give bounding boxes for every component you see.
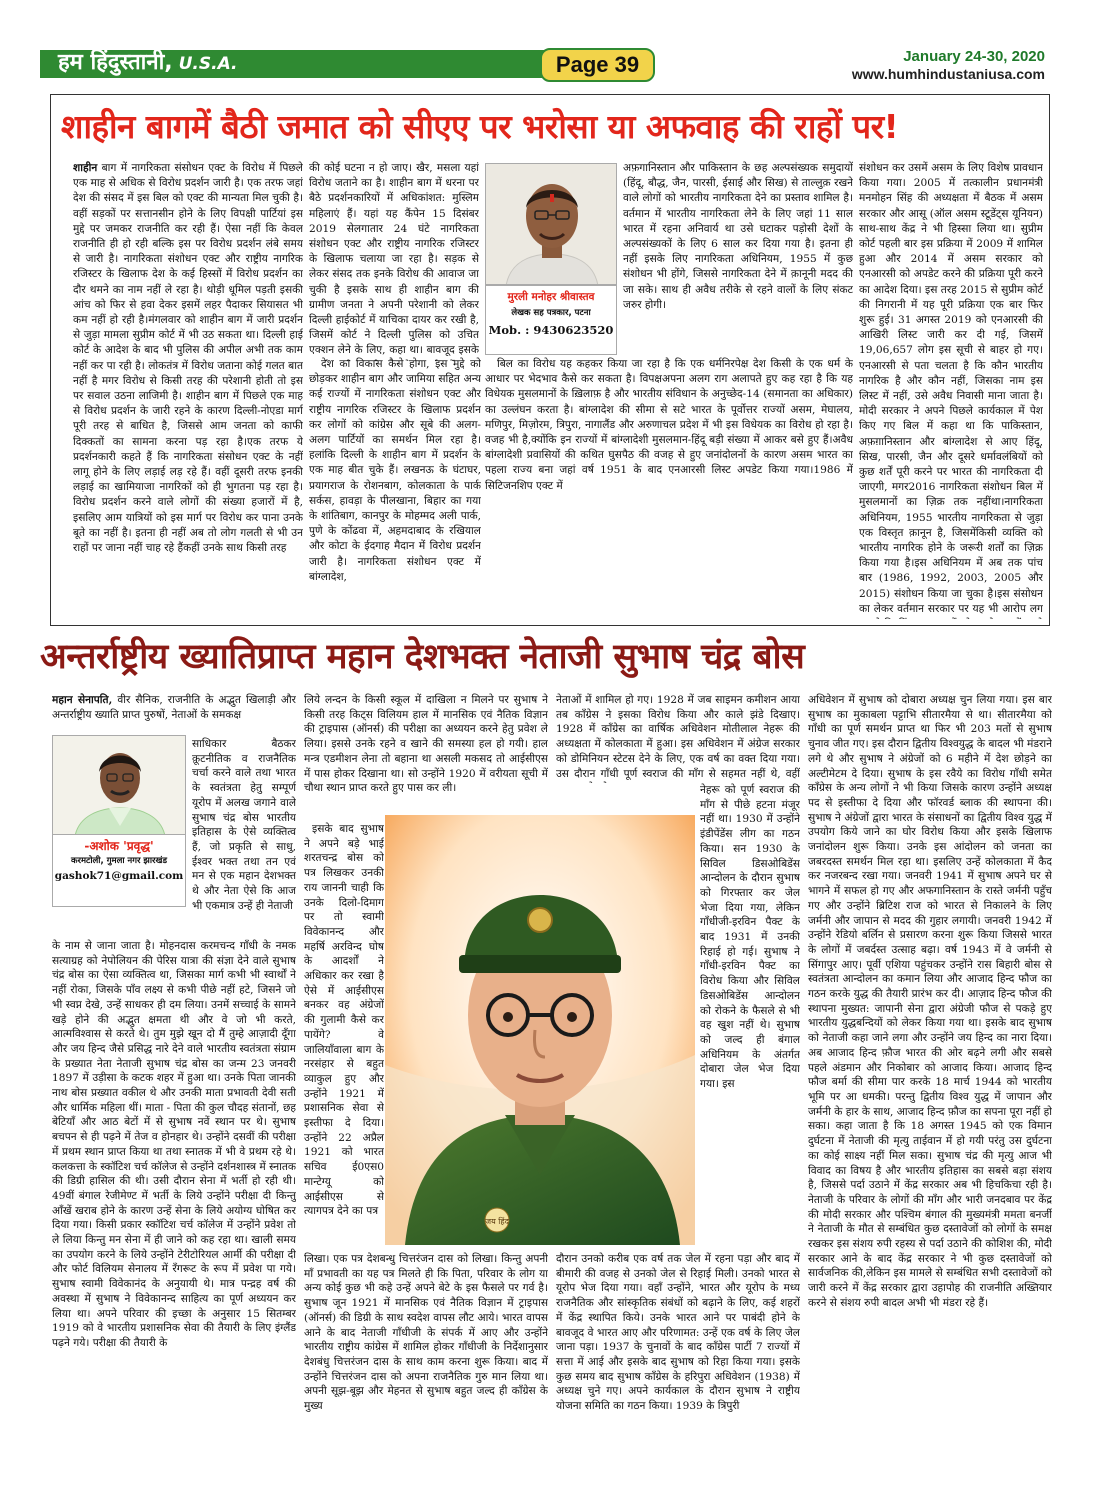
- author-mobile: Mob. : 9430623520: [488, 323, 614, 337]
- author-role: लेखक सह पत्रकार, पटना: [511, 308, 591, 318]
- article-headline-netaji: अन्तर्राष्ट्रीय ख्यातिप्राप्त महान देशभक्त नेताजी सुभाष चंद्र बोस: [40, 637, 805, 677]
- article-column: नेहरू को पूर्ण स्वराज की माँग से पीछे हटना मंजूर नहीं था। 1930 में उन्होंने इंडीपेंडेंस लीग का गठन किया। सन 1930 के सिविल डिसओबिडेंस आन्दोलन के दौरान सुभाष को गिरफ्तार कर जेल भेजा दिया गया, लेकिन गाँधीजी-इरविन पैक्ट के बाद 1931 में उनकी रिहाई हो गई। सुभाष ने गाँधी-इरविन पैक्ट का विरोध किया और सिविल डिसओबिडेंस आन्दोलन को रोकने के फैसले से भी वह खुश नहीं थे। सुभाष को जल्द ही बंगाल अधिनियम के अंतर्गत दोबारा जेल भेज दिया गया। इस: [700, 784, 800, 1091]
- article-column: इसके बाद सुभाष ने अपने बड़े भाई शरतचन्द्र बोस को पत्र लिखकर उनकी राय जाननी चाही कि उनके दिलो-दिमाग पर तो स्वामी विवेकानन्द और महर्षि अरविन्द घोष के आदर्शों ने अधिकार कर रखा है ऐसे में आईसीएस बनकर वह अंग्रेजों की गुलामी कैसे कर पायेंगे? वे जालियाँवाला बाग के नरसंहार से बहुत व्याकुल हुए और उन्होंने 1921 में प्रशासनिक सेवा से इस्तीफा दे दिया। उन्होंने 22 अप्रैल 1921 को भारत सचिव ई0एस0 मान्टेग्यू को आईसीएस से त्यागपत्र देने का पत्र: [304, 823, 384, 1218]
- article-column: के नाम से जाना जाता है। मोहनदास करमचन्द गाँधी के नमक सत्याग्रह को नेपोलियन की पेरिस यात्रा की संज्ञा देने वाले सुभाष चंद्र बोस का ऐसा व्यक्तित्व था, जिसका मार्ग कभी भी स्वार्थों ने नहीं रोका, जिसके पाँव लक्ष्य से कभी पीछे नहीं हटे, जिसने जो भी स्वप्न देखे, उन्हें साधकर ही दम लिया। उनमें सच्चाई के सामने खड़े होने की अद्भुत क्षमता थी और वे जो भी करते, आत्मविश्वास से करते थे। तुम मुझे खून दो मैं तुम्हे आज़ादी दूँगा और जय हिन्द जैसे प्रसिद्ध नारे देने वाले भारतीय स्वतंत्रता संग्राम के प्रख्यात नेता नेताजी सुभाष चंद्र बोस का जन्म 23 जनवरी 1897 में उड़ीसा के कटक शहर में हुआ था। उनके पिता जानकी नाथ बोस प्रख्यात वकील थे और उनकी माता प्रभावती देवी सती और धार्मिक महिला थीं। माता - पिता की कुल चौदह संतानों, छह बेटियाँ और आठ बेटों में से सुभाष नवें स्थान पर थे। सुभाष बचपन से ही पढ़ने में तेज व होनहार थे। उन्होंने दसवीं की परीक्षा में प्रथम स्थान प्राप्त किया था तथा स्नातक में भी वे प्रथम रहे थे। कलकत्ता के स्कॉटिश चर्च कॉलेज से उन्होंने दर्शनशास्त्र में स्नातक की डिग्री हासिल की थी। उसी दौरान सेना में भर्ती हो रही थी।49वीं बंगाल रेजीमेण्ट में भर्ती के लिये उन्होंने परीक्षा दी किन्तु आँखें खराब होने के कारण उन्हें सेना के लिये अयोग्य घोषित कर दिया गया। किसी प्रकार स्कॉटिश चर्च कॉलेज में उन्होंने प्रवेश तो ले लिया किन्तु मन सेना में ही जाने को कह रहा था। खाली समय का उपयोग करने के लिये उन्होंने टेरीटोरियल आर्मी की परीक्षा दी और फोर्ट विलियम सेनालय में रँगरूट के रूप में प्रवेश पा गये। सुभाष स्वामी विवेकानंद के अनुयायी थे। मात्र पन्द्रह वर्ष की अवस्था में सुभाष ने विवेकानन्द साहित्य का पूर्ण अध्ययन कर लिया था। अपने परिवार की इच्छा के अनुसार 15 सितम्बर 1919 को वे भारतीय प्रशासनिक सेवा की तैयारी के लिए इंग्लैंड पढ़ने गये। परीक्षा की तैयारी के: [52, 940, 296, 1349]
- article-headline: शाहीन बागमें बैठी जमात को सीएए पर भरोसा या अफवाह की राहों पर!: [61, 107, 899, 146]
- author-caption: [485, 285, 617, 355]
- article-column: बिल का विरोध यह कहकर किया जा रहा है कि एक धर्मनिरपेक्ष देश किसी के एक धर्म के आधार पर भेदभाव कैसे कर सकता है। विपक्षअपना अलग राग अलापते हुए कह रहा है कि यह विधेयक मुसलमानों के ख़िलाफ़ है और भारतीय संविधान के अनुच्छेद-14 (समानता का अधिकार) का उल्लंघन करता है। बांग्लादेश की सीमा से सटे भारत के पूर्वोत्तर राज्यों असम, मेघालय, मणिपुर, मिज़ोरम, त्रिपुरा, नागालैंड और अरुणाचल प्रदेश में भी इस विधेयक का विरोध हो रहा है। वजह भी है,क्योंकि इन राज्यों में बांग्लादेशी मुसलमान-हिंदू बड़ी संख्या में आकर बसे हुए हैं।अवैध बांग्लादेशी प्रवासियों की कथित घुसपैठ की वजह से हुए जनांदोलनों के कारण असम भारत का पहला राज्य बना जहां वर्ष 1951 के बाद एनआरसी लिस्ट अपडेट किया गया।1986 में सिटिजनशिप एक्ट में: [485, 358, 853, 492]
- author-photo: [485, 163, 617, 285]
- article-column: की कोई घटना न हो जाए। खैर, मसला यहां विरोध जताने का है। शाहीन बाग में धरना पर बैठे प्रदर्शनकारियों में अधिकांशत: मुस्लिम महिलाएं हैं। यहां यह कैंपेन 15 दिसंबर 2019 सेलगातार 24 घंटे नागरिकता संशोधन एक्ट और राष्ट्रीय नागरिक रजिस्टर के खिलाफ चलाया जा रहा है। सड़क से लेकर संसद तक इनके विरोध की आवाज जा चुकी है इसके साथ ही शाहीन बाग की ग्रामीण जनता ने अपनी परेशानी को लेकर दिल्ली हाईकोर्ट में याचिका दायर कर रखी है, जिसमें कोर्ट ने दिल्ली पुलिस को उचित एक्शन लेने के लिए, कहा था। बावजूद इसके: [309, 162, 479, 357]
- author-place: करमटोली, गुमला नगर झारखंड: [70, 856, 168, 866]
- issue-date: January 24-30, 2020: [903, 48, 1045, 65]
- website-link[interactable]: www.humhindustaniusa.com: [851, 66, 1045, 82]
- article-column: अफ़गानिस्तान और पाकिस्तान के छह अल्पसंख्यक समुदायों (हिंदू, बौद्ध, जैन, पारसी, ईसाई और सिख) से ताल्लुक़ रखने वाले लोगों को भारतीय नागरिकता देने का प्रस्ताव शामिल है। वर्तमान में भारतीय नागरिकता लेने के लिए जहां 11 साल भारत में रहना अनिवार्य था उसे घटाकर पड़ोसी देशों के अल्पसंख्यकों के लिए 6 साल कर दिया गया है। इतना ही नहीं इसके लिए नागरिकता अधिनियम, 1955 में कुछ संशोधन भी होंगे, जिससे नागरिकता देने में क़ानूनी मदद की जा सके। साथ ही अवैध तरीके से रहने वालों के लिए संकट जरुर होगी।: [623, 162, 853, 311]
- article-column: लिये लन्दन के किसी स्कूल में दाखिला न मिलने पर सुभाष ने किसी तरह किट्स विलियम हाल में मानसिक एवं नैतिक विज्ञान की ट्राइपास (ऑनर्स) की परीक्षा का अध्ययन करने हेतु प्रवेश ले लिया। इससे उनके रहने व खाने की समस्या हल हो गयी। हाल मन्त्र एडमीशन लेना तो बहाना था असली मकसद तो आईसीएस में पास होकर दिखाना था। सो उन्होंने 1920 में वरीयता सूची में चौथा स्थान प्राप्त करते हुए पास कर ली।: [304, 694, 548, 795]
- page-number: Page 39: [540, 48, 655, 82]
- netaji-portrait-illustration: [385, 815, 695, 1245]
- article-intro: महान सेनापति, वीर सैनिक, राजनीति के अद्भुत खिलाड़ी और अन्तर्राष्ट्रीय ख्याति प्राप्त पुरुषों, नेताओं के समकक्ष: [52, 694, 296, 721]
- author-photo: [52, 735, 186, 835]
- article-column: देश का विकास कैसे होगा, इस मुद्दे को छोड़कर शाहीन बाग और जामिया सहित अन्य कई राज्यों में नागरिकता संशोधन एक्ट और राष्ट्रीय नागरिक रजिस्टर के खिलाफ प्रदर्शन कर लोगों को कांग्रेस और सूबे की अलग-अलग पार्टियों का समर्थन मिल रहा है। हलांकि दिल्ली के शाहीन बाग में प्रदर्शन के एक माह बीत चुके हैं। लखनऊ के घंटाघर, प्रयागराज के रोशनबाग, कोलकाता के पार्क सर्कस, हावड़ा के पीलखाना, बिहार का गया के शांतिबाग, कानपुर के मोहम्मद अली पार्क, पुणे के कोंढवा में, अहमदाबाद के रखियाल और कोटा के ईदगाह मैदान में विरोध प्रदर्शन जारी है। नागरिकता संशोधन एक्ट में बांग्लादेश,: [309, 358, 481, 583]
- article-shaheen-bagh: [50, 94, 1050, 626]
- author-caption: [52, 835, 186, 907]
- newspaper-title: हम हिंदुस्तानी, U.S.A.: [58, 50, 238, 75]
- article-column: नेताओं में शामिल हो गए। 1928 में जब साइमन कमीशन आया तब कॉंग्रेस ने इसका विरोध किया और काले झंडे दिखाए। 1928 में कॉंग्रेस का वार्षिक अधिवेशन मोतीलाल नेहरू की अध्यक्षता में कोलकाता में हुआ। इस अधिवेशन में अंग्रेज सरकार को डोमिनियन स्टेटस देने के लिए, एक वर्ष का वक्त दिया गया। उस दौरान गाँधी पूर्ण स्वराज की माँग से सहमत नहीं थे, वहीं: [556, 694, 800, 780]
- masthead: [0, 0, 1095, 92]
- lead-word: शाहीन: [73, 162, 98, 174]
- article-column: लिखा। एक पत्र देशबन्धु चित्तरंजन दास को लिखा। किन्तु अपनी माँ प्रभावती का यह पत्र मिलते ही कि पिता, परिवार के लोग या अन्य कोई कुछ भी कहे उन्हें अपने बेटे के इस फैसले पर गर्व है। सुभाष जून 1921 में मानसिक एवं नैतिक विज्ञान में ट्राइपास (ऑनर्स) की डिग्री के साथ स्वदेश वापस लौट आये। भारत वापस आने के बाद नेताजी गाँधीजी के संपर्क में आए और उन्होंने भारतीय राष्ट्रीय कांग्रेस में शामिल होकर गाँधीजी के निर्देशानुसार देशबंधु चित्तरंजन दास के साथ काम करना शुरू किया। बाद में उन्होंने चित्तरंजन दास को अपना राजनैतिक गुरु मान लिया था। अपनी सूझ-बूझ और मेहनत से सुभाष बहुत जल्द ही कॉंग्रेस के मुख्य: [304, 1253, 548, 1413]
- author-name: -अशोक 'प्रवृद्ध': [84, 839, 154, 853]
- article-column: शाहीन बाग में नागरिकता संसोधन एक्ट के विरोध में पिछले एक माह से अधिक से विरोध प्रदर्शन जारी है। एक तरफ जहां देश की संसद में इस बिल को एक्ट की मान्यता मिल चुकी है। वहीं सड़कों पर सत्तानसीन होने के लिए विपक्षी पार्टियां इस मुद्दे पर जमकर राजनीति कर रही हैं। ऐसा नहीं कि केवल राजनीति ही हो रही बल्कि इस पर विरोध प्रदर्शन लंबे समय से जारी है। नागरिकता संशोधन एक्ट और राष्ट्रीय नागरिक रजिस्टर के खिलाफ देश के कई हिस्सों में विरोध प्रदर्शन का दौर थमने का नाम नहीं ले रहा है। थोड़ी धूमिल पड़ती इसकी आंच को फिर से हवा देकर इसमें लहर पैदाकर सियासत भी कम नहीं हो रही है।मंगलवार को शाहीन बाग में जारी प्रदर्शन से जुड़ा मामला सुप्रीम कोर्ट में भी उठ सकता था। दिल्ली हाई कोर्ट के आदेश के बाद भी पुलिस की अपील अभी तक काम नहीं कर पा रही है। लोकतंत्र में विरोध जताना कोई गलत बात नहीं है मगर विरोध से किसी तरह की परेशानी होती तो इस पर सवाल उठना लाजिमी है। शाहीन बाग में पिछले एक माह से विरोध प्रदर्शन के जारी रहने के कारण दिल्ली-नोएडा मार्ग पूरी तरह से बाधित है, जिससे आम जनता को काफी दिक्कतों का सामना करना पड़ रहा है।एक तरफ ये प्रदर्शनकारी कहते हैं कि नागरिकता संसोधन एक्ट के नहीं लागू होने के लिए लड़ाई लड़ रहे हैं। वहीं दूसरी तरफ इनकी लड़ाई का खामियाजा नागरिकों को ही भुगतना पड़ रहा है। विरोध प्रदर्शन करने वाले लोगों की संख्या हजारों में है, इसलिए आम यात्रियों को इस मार्ग पर विरोध कर पाना उनके बूते का नहीं है। इतना ही नहीं अब तो लोग गलती से भी उन राहों पर जाना नहीं चाह रहे हैंकहीं उनके साथ किसी तरह: [73, 162, 303, 555]
- author-email[interactable]: gashok71@gmail.com: [54, 870, 184, 882]
- lead-word: महान सेनापति,: [52, 694, 113, 706]
- badge-text: जय हिंद: [485, 1217, 509, 1226]
- author-name: मुरली मनोहर श्रीवास्तव: [507, 291, 595, 303]
- article-column: संशोधन कर उसमें असम के लिए विशेष प्रावधान किया गया। 2005 में तत्कालीन प्रधानमंत्री मनमोहन सिंह की अध्यक्षता में बैठक में असम सरकार और आसू (ऑल असम स्टूडेंट्स यूनियन) साथ-साथ केंद्र ने भी हिस्सा लिया था। सुप्रीम कोर्ट पहली बार इस प्रक्रिया में 2009 में शामिल हुआ और 2014 में असम सरकार को एनआरसी को अपडेट करने की प्रक्रिया पूरी करने का आदेश दिया। इस तरह 2015 से सुप्रीम कोर्ट की निगरानी में यह पूरी प्रक्रिया एक बार फिर शुरू हुई। 31 अगस्त 2019 को एनआरसी की आखिरी लिस्ट जारी कर दी गई, जिसमें 19,06,657 लोग इस सूची से बाहर हो गए।एनआरसी से पता चलता है कि कौन भारतीय नागरिक है और कौन नहीं, जिसका नाम इस लिस्ट में नहीं, उसे अवैध निवासी माना जाता है। मोदी सरकार ने अपने पिछले कार्यकाल में पेश किए गए बिल में कहा था कि पाकिस्तान, अफ़ग़ानिस्तान और बांग्लादेश से आए हिंदू, सिख, पारसी, जैन और दूसरे धर्मावलंबियों को कुछ शर्तें पूरी करने पर भारत की नागरिकता दी जाएगी, मगर2016 नागरिकता संशोधन बिल में मुसलमानों का ज़िक्र तक नहींथा।नागरिकता अधिनियम, 1955 भारतीय नागरिकता से जुड़ा एक विस्तृत क़ानून है, जिसमेंकिसी व्यक्ति को भारतीय नागरिक होने के जरूरी शर्तों का ज़िक्र किया गया है।इस अधिनियम में अब तक पांच बार (1986, 1992, 2003, 2005 और 2015) संशोधन किया जा चुका है।इस संसोधन का लेकर वर्तमान सरकार पर यह भी आरोप लग: [859, 162, 1043, 615]
- article-column: साधिकार बैठकर क़ूटनीतिक व राजनैतिक चर्चा करने वाले तथा भारत के स्वतंत्रता हेतु सम्पूर्ण यूरोप में अलख जगाने वाले सुभाष चंद्र बोस भारतीय इतिहास के ऐसे व्यक्तित्व हैं, जो प्रकृति से साधु, ईश्वर भक्त तथा तन एवं मन से एक महान देशभक्त थे और नेता ऐसे कि आज भी एकमात्र उन्हें ही नेताजी: [192, 738, 296, 912]
- article-column: दौरान उनको करीब एक वर्ष तक जेल में रहना पड़ा और बाद में बीमारी की वजह से उनको जेल से रिहाई मिली। उनको भारत से यूरोप भेज दिया गया। वहाँ उन्होंने, भारत और यूरोप के मध्य राजनैतिक और सांस्कृतिक संबंधों को बढ़ाने के लिए, कई शहरों में केंद्र स्थापित किये। उनके भारत आने पर पाबंदी होने के बावजूद वे भारत आए और परिणामत: उन्हें एक वर्ष के लिए जेल जाना पड़ा। 1937 के चुनावों के बाद कॉंग्रेस पार्टी 7 राज्यों में सत्ता में आई और इसके बाद सुभाष को रिहा किया गया। इसके कुछ समय बाद सुभाष कॉंग्रेस के हरिपुरा अधिवेशन (1938) में अध्यक्ष चुने गए। अपने कार्यकाल के दौरान सुभाष ने राष्ट्रीय योजना समिति का गठन किया। 1939 के त्रिपुरी: [556, 1253, 800, 1413]
- article-column: अधिवेशन में सुभाष को दोबारा अध्यक्ष चुन लिया गया। इस बार सुभाष का मुकाबला पट्टाभि सीतारमैया से था। सीतारमैया को गाँधी का पूर्ण समर्थन प्राप्त था फिर भी 203 मतों से सुभाष चुनाव जीत गए। इस दौरान द्वितीय विश्वयुद्ध के बादल भी मंडराने लगे थे और सुभाष ने अंग्रेजों को 6 महीने में देश छोड़ने का अल्टीमेटम दे दिया। सुभाष के इस रवैये का विरोध गाँधी समेत कॉंग्रेस के अन्य लोगों ने भी किया जिसके कारण उन्होंने अध्यक्ष पद से इस्तीफा दे दिया और फॉरवर्ड ब्लाक की स्थापना की। सुभाष ने अंग्रेजों द्वारा भारत के संसाधनों का द्वितीय विश्व युद्ध में उपयोग किये जाने का घोर विरोध किया और इसके खिलाफ जनांदोलन शुरू किया। उनके इस आंदोलन को जनता का जबरदस्त समर्थन मिल रहा था। इसलिए उन्हें कोलकाता में कैद कर नजरबन्द रखा गया। जनवरी 1941 में सुभाष अपने घर से भागने में सफल हो गए और अफगानिस्तान के रास्ते जर्मनी पहुँच गए और उन्होंने ब्रिटिश राज को भारत से निकालने के लिए जर्मनी और जापान से मदद की गुहार लगायी। जनवरी 1942 में उन्होंने रेडियो बर्लिन से प्रसारण करना शुरू किया जिससे भारत के लोगों में जबर्दस्त उत्साह बढ़ा। वर्ष 1943 में वे जर्मनी से सिंगापुर आए। पूर्वी एशिया पहुंचकर उन्होंने रास बिहारी बोस से स्वतंत्रता आन्दोलन का कमान लिया और आजाद हिन्द फौज का गठन करके युद्ध की तैयारी प्रारंभ कर दी। आज़ाद हिन्द फौज की स्थापना मुख्यत: जापानी सेना द्वारा अंग्रेजी फौज से पकड़े हुए भारतीय युद्धबन्दियों को लेकर किया गया था। इसके बाद सुभाष को नेताजी कहा जाने लगा और उन्होंने जय हिन्द का नारा दिया। अब आजाद हिन्द फ़ौज भारत की ओर बढ़ने लगी और सबसे पहले अंडमान और निकोबार को आजाद किया। आजाद हिन्द फौज बर्मा की सीमा पार करके 18 मार्च 1944 को भारतीय भूमि पर आ धमकी। परन्तु द्वितीय विश्व युद्ध में जापान और जर्मनी के हार के साथ, आजाद हिन्द फ़ौज का सपना पूरा नहीं हो सका। कहा जाता है कि 18 अगस्त 1945 को एक विमान दुर्घटना में नेताजी की मृत्यु ताईवान में हो गयी परंतु उस दुर्घटना का कोई साक्ष्य नहीं मिल सका। सुभाष चंद्र की मृत्यु आज भी विवाद का विषय है और भारतीय इतिहास का सबसे बड़ा संशय है, जिससे पर्दा उठाने में केंद्र सरकार अब भी हिचकिचा रही है। नेताजी के परिवार के लोगों की माँग और भारी जनदबाव पर केंद्र की मोदी सरकार और पश्चिम बंगाल की मुख्यमंत्री ममता बनर्जी ने नेताजी के मौत से सम्बंधित कुछ दस्तावेजों को लोगों के समक्ष रखकर इस संशय रुपी रहस्य से पर्दा उठाने की कोशिश की, मोदी सरकार आने के बाद केंद्र सरकार ने भी कुछ दस्तावेजों को सार्वजनिक की,लेकिन इस मामले से सम्बंधित सभी दस्तावेजों को जारी करने में केंद्र सरकार द्वारा उहापोह की राजनीति अख्तियार करने से संशय रुपी बादल अभी भी मंडरा रहे हैं।: [808, 694, 1052, 1309]
